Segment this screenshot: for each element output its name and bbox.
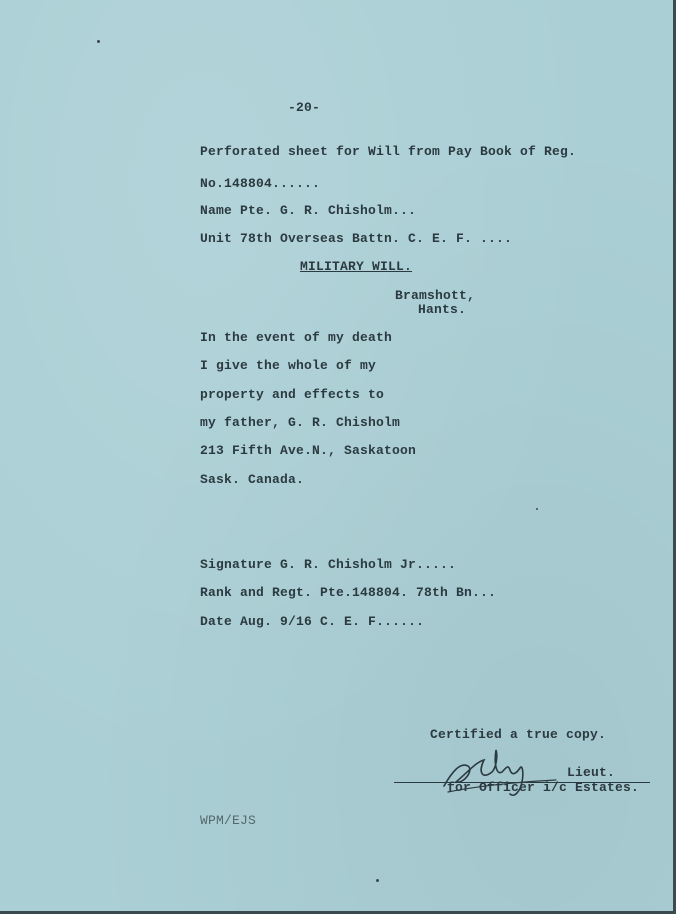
place-line-2: Hants.	[418, 302, 467, 317]
header-line-4: Unit 78th Overseas Battn. C. E. F. ....	[200, 231, 513, 246]
rank-regt-line: Rank and Regt. Pte.148804. 78th Bn...	[200, 585, 497, 600]
header-line-3: Name Pte. G. R. Chisholm...	[200, 203, 417, 218]
will-heading: MILITARY WILL.	[300, 259, 413, 274]
body-line-6: Sask. Canada.	[200, 472, 305, 487]
body-line-3: property and effects to	[200, 387, 385, 402]
body-line-5: 213 Fifth Ave.N., Saskatoon	[200, 443, 417, 458]
reference-initials: WPM/EJS	[200, 813, 257, 828]
paper-speck	[376, 879, 379, 882]
body-line-1: In the event of my death	[200, 330, 393, 345]
certified-copy: Certified a true copy.	[430, 727, 607, 742]
paper-speck	[536, 508, 538, 510]
header-line-2: No.148804......	[200, 176, 321, 191]
page-number: -20-	[288, 100, 321, 115]
body-line-2: I give the whole of my	[200, 358, 377, 373]
place-line-1: Bramshott,	[395, 288, 476, 303]
lieut-label: Lieut.	[567, 765, 616, 780]
officer-label: for Officer i/c Estates.	[447, 780, 640, 795]
body-line-4: my father, G. R. Chisholm	[200, 415, 401, 430]
header-line-1: Perforated sheet for Will from Pay Book of Reg.	[200, 144, 577, 159]
paper-speck	[97, 40, 100, 43]
signature-line: Signature G. R. Chisholm Jr.....	[200, 557, 457, 572]
date-line: Date Aug. 9/16 C. E. F......	[200, 614, 425, 629]
